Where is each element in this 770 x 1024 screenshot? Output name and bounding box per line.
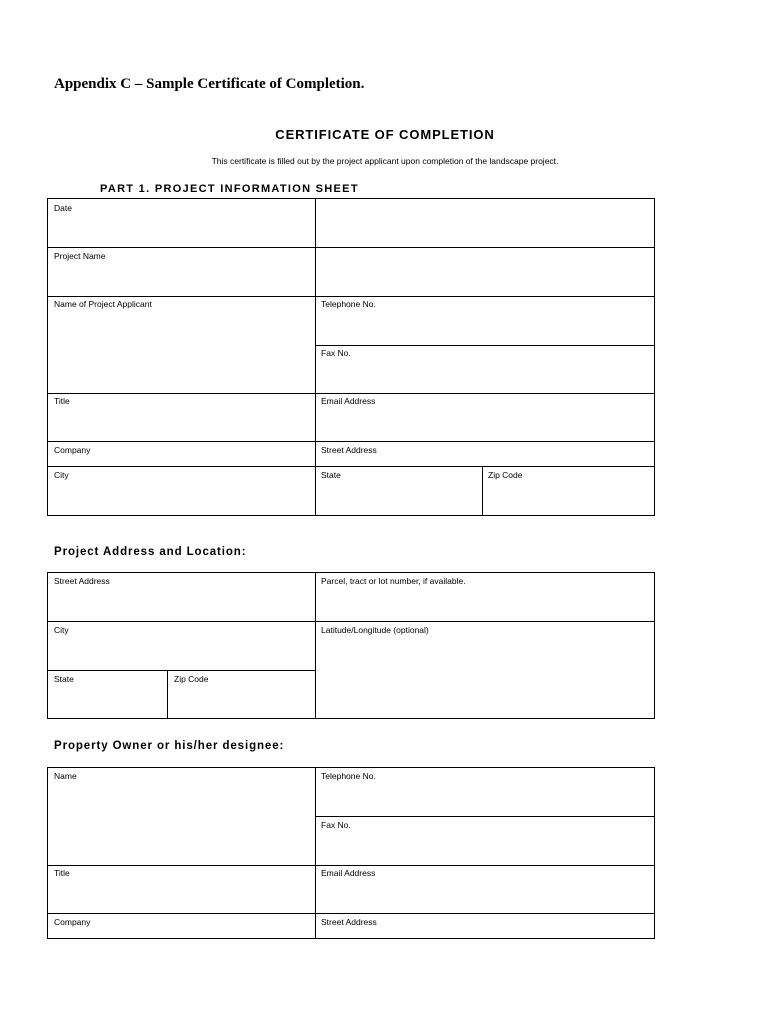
owner-title-field[interactable]: Title [54, 868, 70, 878]
applicant-company-field[interactable]: Company [54, 445, 91, 455]
applicant-title-field[interactable]: Title [54, 396, 70, 406]
applicant-city-field[interactable]: City [54, 470, 69, 480]
owner-street-field[interactable]: Street Address [321, 917, 377, 927]
applicant-name-field[interactable]: Name of Project Applicant [54, 299, 152, 309]
certificate-subtitle: This certificate is filled out by the project applicant upon completion of the landscape project. [211, 156, 559, 166]
applicant-state-field[interactable]: State [321, 470, 341, 480]
location-parcel-field[interactable]: Parcel, tract or lot number, if available. [321, 576, 466, 586]
certificate-title: CERTIFICATE OF COMPLETION [275, 127, 495, 142]
property-owner-table [47, 767, 655, 939]
owner-name-field[interactable]: Name [54, 771, 77, 781]
owner-email-field[interactable]: Email Address [321, 868, 376, 878]
applicant-zip-field[interactable]: Zip Code [488, 470, 523, 480]
appendix-title: Appendix C – Sample Certificate of Completion. [54, 76, 365, 92]
location-state-field[interactable]: State [54, 674, 74, 684]
owner-company-field[interactable]: Company [54, 917, 91, 927]
owner-telephone-field[interactable]: Telephone No. [321, 771, 376, 781]
applicant-street-field[interactable]: Street Address [321, 445, 377, 455]
project-location-table [47, 572, 655, 719]
project-info-table [47, 198, 655, 516]
location-street-field[interactable]: Street Address [54, 576, 110, 586]
part1-title: PART 1. PROJECT INFORMATION SHEET [100, 183, 359, 195]
applicant-telephone-field[interactable]: Telephone No. [321, 299, 376, 309]
location-section-title: Project Address and Location: [54, 546, 247, 558]
location-city-field[interactable]: City [54, 625, 69, 635]
location-latlong-field[interactable]: Latitude/Longitude (optional) [321, 625, 429, 635]
project-name-field[interactable]: Project Name [54, 251, 106, 261]
applicant-email-field[interactable]: Email Address [321, 396, 376, 406]
location-zip-field[interactable]: Zip Code [174, 674, 209, 684]
applicant-fax-field[interactable]: Fax No. [321, 348, 351, 358]
date-field[interactable]: Date [54, 203, 72, 213]
owner-section-title: Property Owner or his/her designee: [54, 740, 285, 752]
owner-fax-field[interactable]: Fax No. [321, 820, 351, 830]
